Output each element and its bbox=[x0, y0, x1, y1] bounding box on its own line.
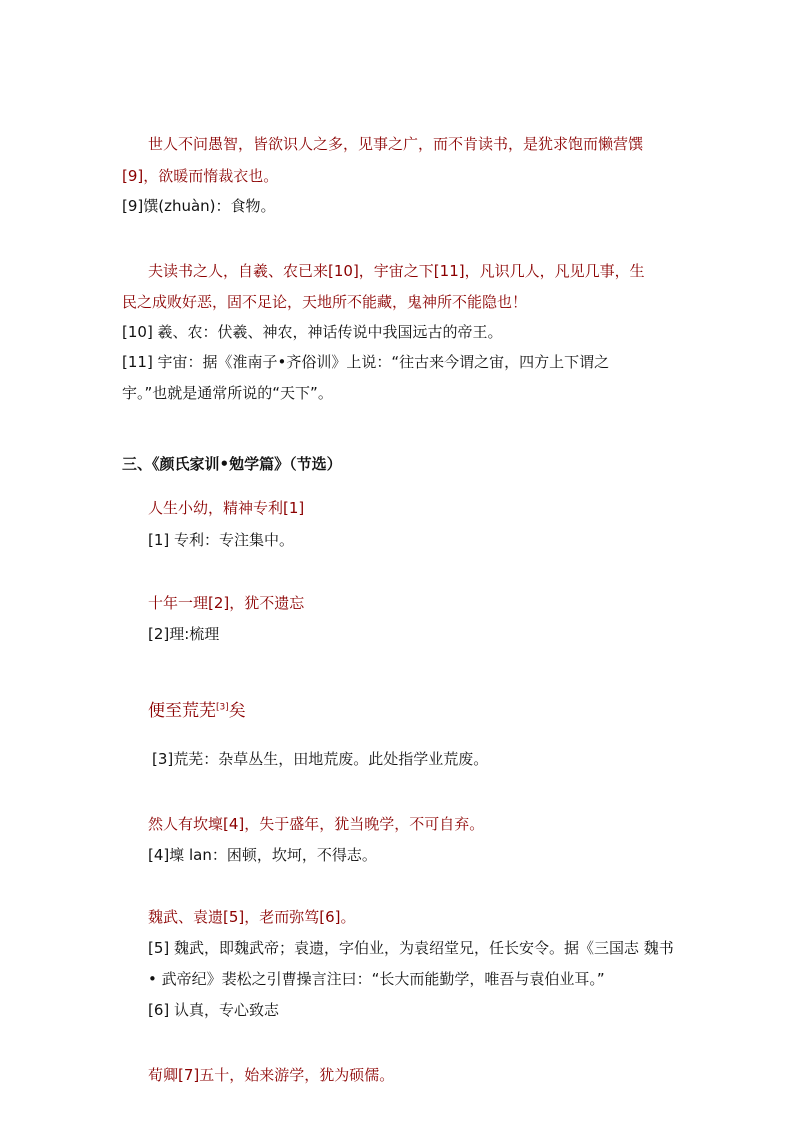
verse-3-footnote-marker: [3] bbox=[216, 702, 229, 713]
footnote-11-line-1: [11] 宇宙：据《淮南子•齐俗训》上说：“往古来今谓之宙，四方上下谓之 bbox=[122, 353, 610, 371]
verse-5: 魏武、袁遗[5]，老而弥笃[6]。 bbox=[148, 908, 356, 926]
note-6: [6] 认真，专心致志 bbox=[148, 1001, 280, 1019]
passage-2-line-1: 夫读书之人，自羲、农已来[10]，宇宙之下[11]，凡识几人，凡见几事，生 bbox=[148, 262, 645, 280]
footnote-9: [9]馔(zhuàn)：食物。 bbox=[122, 197, 276, 215]
section-heading: 三、《颜氏家训•勉学篇》（节选） bbox=[122, 455, 342, 473]
passage-2-line-2: 民之成败好恶，固不足论，天地所不能藏，鬼神所不能隐也！ bbox=[122, 293, 528, 311]
note-4: [4]壈 lan：困顿，坎坷，不得志。 bbox=[148, 846, 377, 864]
verse-2: 十年一理[2]，犹不遗忘 bbox=[148, 594, 305, 612]
verse-6: 荀卿[7]五十，始来游学，犹为硕儒。 bbox=[148, 1066, 395, 1084]
verse-1: 人生小幼，精神专利[1] bbox=[148, 499, 305, 517]
verse-3-text-b: 矣 bbox=[228, 701, 246, 721]
verse-3-text-a: 便至荒芜 bbox=[148, 701, 216, 721]
footnote-11-line-2: 宇。”也就是通常所说的“天下”。 bbox=[122, 384, 333, 402]
note-1: [1] 专利：专注集中。 bbox=[148, 531, 295, 549]
note-5-line-2: • 武帝纪》裴松之引曹操言注曰：“长大而能勤学，唯吾与袁伯业耳。” bbox=[148, 970, 605, 988]
note-5-line-1: [5] 魏武，即魏武帝；袁遗，字伯业，为袁绍堂兄，任长安令。据《三国志 魏书 bbox=[148, 939, 674, 957]
verse-4: 然人有坎壈[4]，失于盛年，犹当晚学，不可自弃。 bbox=[148, 815, 485, 833]
note-3: [3]荒芜：杂草丛生，田地荒废。此处指学业荒废。 bbox=[152, 750, 489, 768]
note-2: [2]理:梳理 bbox=[148, 625, 220, 643]
passage-1-line-1: 世人不问愚智，皆欲识人之多，见事之广，而不肯读书，是犹求饱而懒营馔 bbox=[148, 135, 644, 153]
passage-1-line-2: [9]，欲暖而惰裁衣也。 bbox=[122, 167, 279, 185]
footnote-10: [10] 羲、农：伏羲、神农，神话传说中我国远古的帝王。 bbox=[122, 323, 503, 341]
verse-3 bbox=[148, 701, 246, 721]
